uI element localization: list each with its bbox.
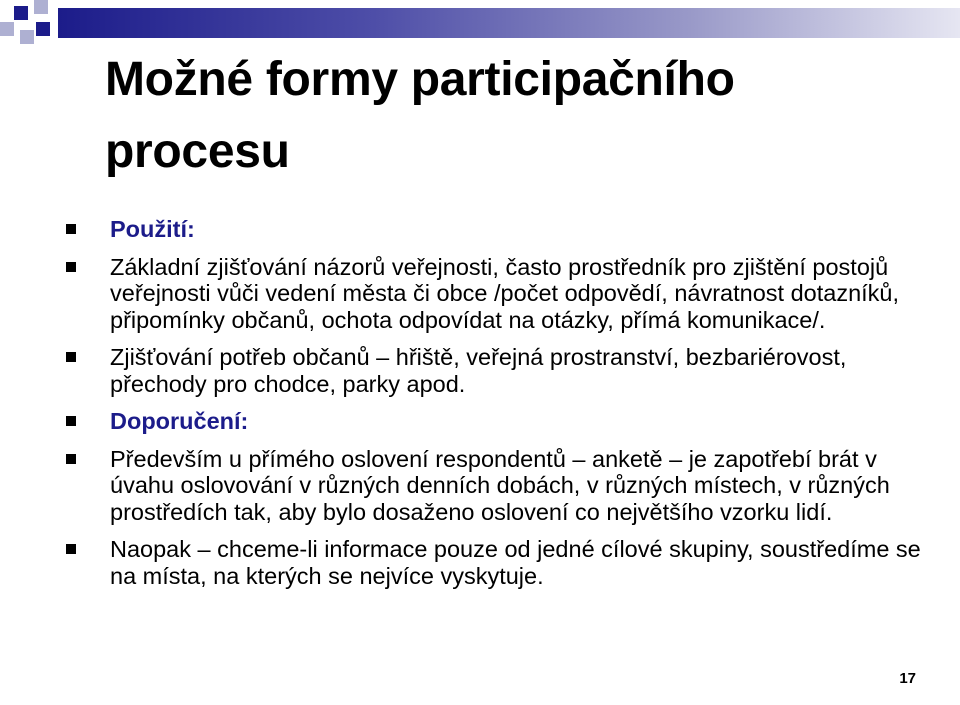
bullet-square-icon (66, 352, 76, 362)
bullet-item-citizen-needs (60, 344, 930, 397)
bullet-text: Především u přímého oslovení respondentů – anketě – je zapotřebí brát v úvahu oslovování v různých denních dobách, v různých místech, v různých prostředích tak, aby bylo dosaženo oslovení co největšího vzorku lidí. (110, 445, 890, 525)
decor-square-icon (34, 0, 48, 14)
bullet-square-icon (66, 416, 76, 426)
decor-square-icon (36, 22, 50, 36)
slide-title: Možné formy participačního procesu (105, 53, 735, 178)
bullet-item-direct-contact (60, 446, 930, 526)
bullet-item-usage-heading (60, 216, 930, 243)
bullet-square-icon (66, 544, 76, 554)
header-decoration (0, 0, 960, 42)
bullet-item-basic-survey (60, 254, 930, 334)
bullet-item-target-group (60, 536, 930, 589)
bullet-item-recommendation-heading (60, 408, 930, 435)
decor-square-icon (20, 30, 34, 44)
bullet-text: Naopak – chceme-li informace pouze od jedné cílové skupiny, soustředíme se na místa, na kterých se nejvíce vyskytuje. (110, 536, 921, 589)
bullet-text: Základní zjišťování názorů veřejnosti, často prostředník pro zjištění postojů veřejnosti vůči vedení města či obce /počet odpovědí, návratnost dotazníků, připomínky občanů, ochota odpovídat na otázky, přímá komunikace/. (110, 253, 900, 333)
decor-square-icon (14, 6, 28, 20)
bullet-square-icon (66, 454, 76, 464)
bullet-list (60, 216, 930, 600)
bullet-square-icon (66, 224, 76, 234)
bullet-text: Doporučení: (110, 408, 249, 434)
bullet-text: Zjišťování potřeb občanů – hřiště, veřejná prostranství, bezbariérovost, přechody pro chodce, parky apod. (110, 344, 847, 397)
decor-square-icon (0, 22, 14, 36)
header-gradient-bar (58, 8, 960, 38)
page-number: 17 (899, 670, 916, 687)
bullet-square-icon (66, 262, 76, 272)
bullet-text: Použití: (110, 216, 195, 242)
